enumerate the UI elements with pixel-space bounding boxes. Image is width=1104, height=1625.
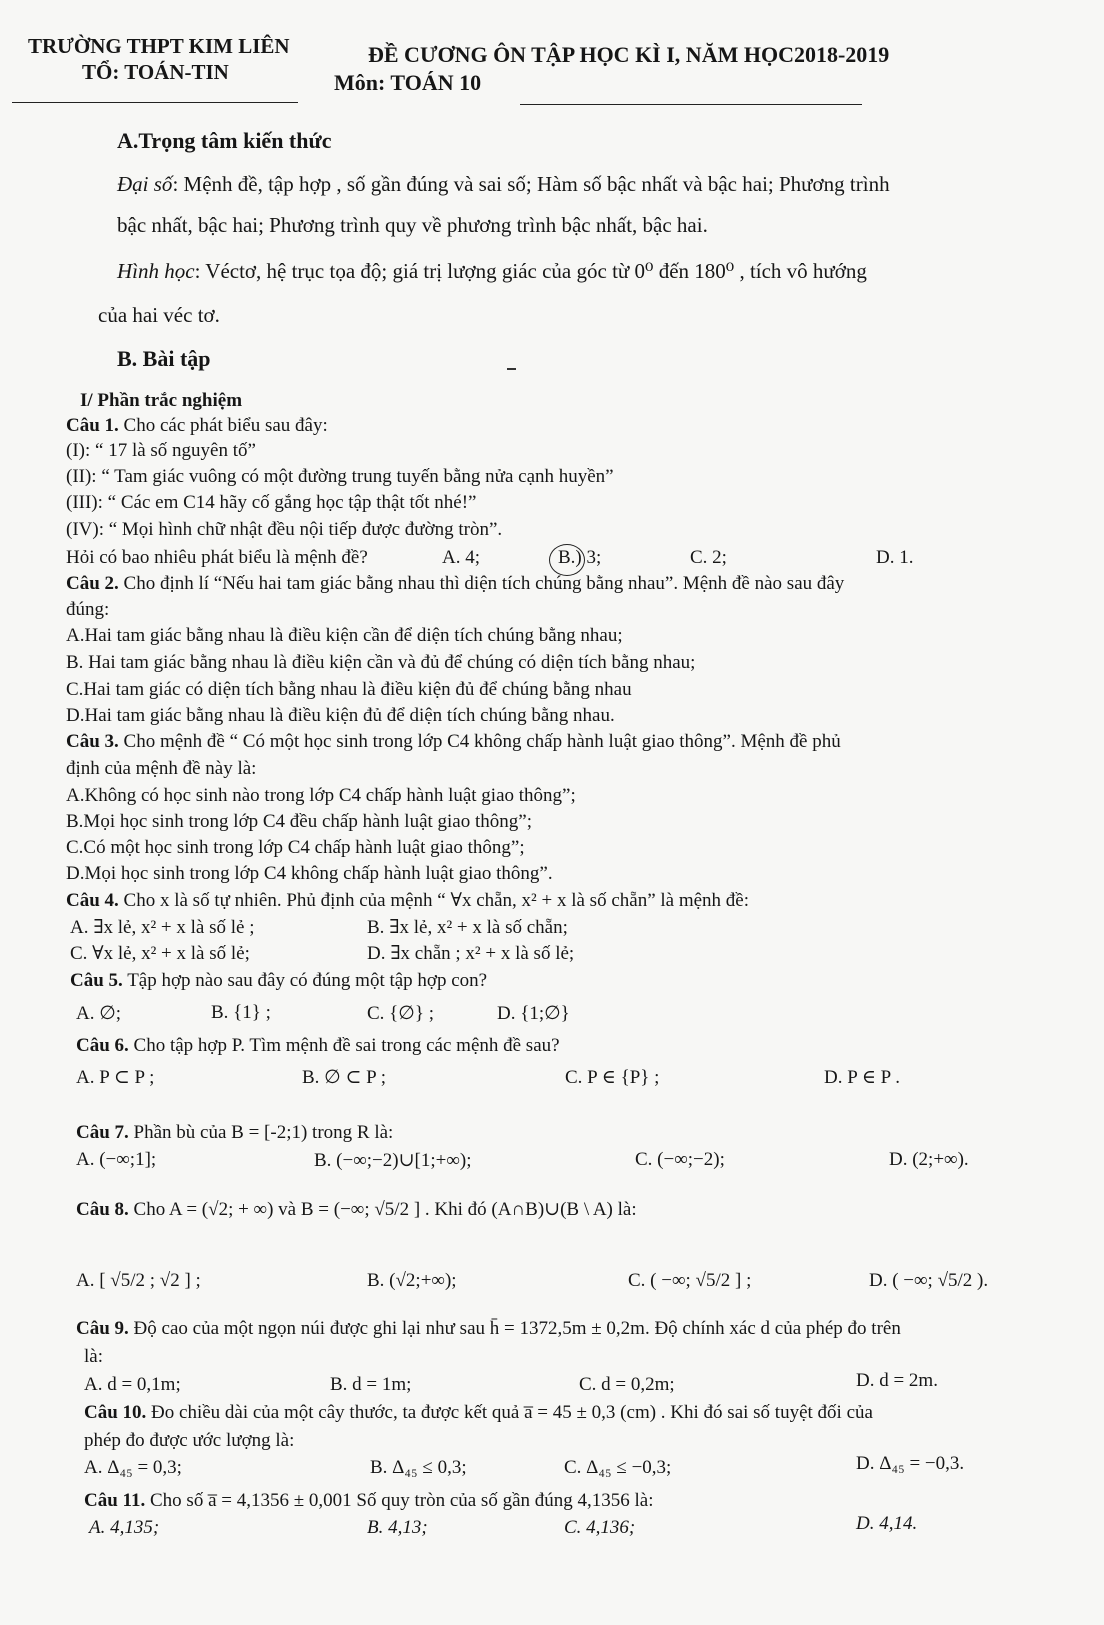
q5-option-b: B. {1} ;: [211, 1002, 271, 1023]
q4-option-a: A. ∃x lẻ, x² + x là số lẻ ;: [70, 917, 255, 938]
q2-stem: [66, 573, 844, 595]
q6-option-a: A. P ⊂ P ;: [76, 1067, 155, 1088]
algebra-line-2: bậc nhất, bậc hai; Phương trình quy về phương trình bậc nhất, bậc hai.: [117, 213, 708, 237]
q4-option-d: D. ∃x chẵn ; x² + x là số lẻ;: [367, 943, 575, 964]
q2-option-a: A.Hai tam giác bằng nhau là điều kiện cần để diện tích chúng bằng nhau;: [66, 625, 623, 646]
q7-option-c: C. (−∞;−2);: [635, 1149, 725, 1170]
q9-label: Câu 9.: [76, 1318, 129, 1339]
q11-option-c: C. 4,136;: [564, 1517, 636, 1538]
q1-text: Cho các phát biểu sau đây:: [118, 415, 328, 436]
q5-option-a: A. ∅;: [76, 1003, 122, 1024]
q9-option-b: B. d = 1m;: [330, 1374, 412, 1395]
q2-text-1: Cho định lí “Nếu hai tam giác bằng nhau thì diện tích chúng bằng nhau”. Mệnh đề nào sau đây: [118, 573, 845, 594]
q2-text-2: đúng:: [66, 599, 110, 620]
q11-stem: [84, 1490, 654, 1512]
q8-option-a: A. [ √5/2 ; √2 ] ;: [76, 1270, 201, 1291]
q1-statement-1: (I): “ 17 là số nguyên tố”: [66, 440, 256, 461]
q6-option-d: D. P ∈ P .: [824, 1067, 901, 1088]
q9-option-c: C. d = 0,2m;: [579, 1374, 675, 1395]
q1-option-a: A. 4;: [442, 547, 480, 568]
q9-text-2: là:: [84, 1346, 103, 1367]
q8-label: Câu 8.: [76, 1199, 129, 1220]
q8-stem: [76, 1198, 637, 1221]
q5-option-c: C. {∅} ;: [367, 1003, 434, 1024]
q10-option-c: C. Δ₄₅ ≤ −0,3;: [564, 1457, 672, 1478]
subject-label: Môn: TOÁN 10: [334, 70, 482, 95]
q8-option-c: C. ( −∞; √5/2 ] ;: [628, 1270, 752, 1291]
geometry-line-1: [117, 259, 867, 284]
q1-stem: [66, 415, 328, 437]
q1-label: Câu 1.: [66, 415, 119, 436]
q11-option-a: A. 4,135;: [89, 1517, 160, 1538]
q4-label: Câu 4.: [66, 890, 119, 911]
q4-text: Cho x là số tự nhiên. Phủ định của mệnh “ ∀x chẵn, x² + x là số chẵn” là mệnh đề:: [118, 890, 750, 911]
q7-label: Câu 7.: [76, 1122, 129, 1143]
q5-text: Tập hợp nào sau đây có đúng một tập hợp con?: [122, 970, 488, 991]
q11-option-b: B. 4,13;: [367, 1517, 428, 1538]
q3-label: Câu 3.: [66, 731, 119, 752]
q7-stem: [76, 1122, 393, 1144]
q5-option-d: D. {1;∅}: [497, 1003, 570, 1024]
q3-stem: [66, 731, 841, 753]
header-rule-left: [12, 102, 298, 103]
department-name: TỔ: TOÁN-TIN: [82, 60, 229, 84]
q3-option-b: B.Mọi học sinh trong lớp C4 đều chấp hành luật giao thông”;: [66, 811, 532, 832]
q11-text: Cho số a̅ = 4,1356 ± 0,001 Số quy tròn của số gần đúng 4,1356 là:: [145, 1490, 654, 1511]
q9-option-d: D. d = 2m.: [856, 1370, 938, 1391]
q11-label: Câu 11.: [84, 1490, 146, 1511]
q1-statement-3: (III): “ Các em C14 hãy cố gắng học tập thật tốt nhé!”: [66, 492, 477, 513]
q7-option-a: A. (−∞;1];: [76, 1149, 157, 1170]
q6-text: Cho tập hợp P. Tìm mệnh đề sai trong các mệnh đề sau?: [128, 1035, 560, 1056]
q4-option-b: B. ∃x lẻ, x² + x là số chẵn;: [367, 917, 568, 938]
q6-label: Câu 6.: [76, 1035, 129, 1056]
section-a-heading: A.Trọng tâm kiến thức: [117, 128, 332, 153]
q10-option-a: A. Δ₄₅ = 0,3;: [84, 1457, 182, 1478]
q1-option-c: C. 2;: [690, 547, 727, 568]
q6-option-b: B. ∅ ⊂ P ;: [302, 1067, 387, 1088]
algebra-text-1: : Mệnh đề, tập hợp , số gần đúng và sai số; Hàm số bậc nhất và bậc hai; Phương trình: [172, 172, 890, 196]
q1-statement-2: (II): “ Tam giác vuông có một đường trung tuyến bằng nửa cạnh huyền”: [66, 466, 614, 487]
q8-text: Cho A = (√2; + ∞) và B = (−∞; √5/2 ] . Khi đó (A∩B)∪(B \ A) là:: [128, 1199, 637, 1220]
q2-option-b: B. Hai tam giác bằng nhau là điều kiện cần và đủ để chúng có diện tích bằng nhau;: [66, 652, 696, 673]
q2-option-d: D.Hai tam giác bằng nhau là điều kiện đủ để diện tích chúng bằng nhau.: [66, 705, 615, 726]
q2-option-c: C.Hai tam giác có diện tích bằng nhau là điều kiện đủ để chúng bằng nhau: [66, 679, 632, 700]
q1-option-b: B.) 3;: [558, 547, 602, 568]
section-b-heading: B. Bài tập: [117, 346, 211, 371]
geometry-text-1: : Véctơ, hệ trục tọa độ; giá trị lượng giác của góc từ 0⁰ đến 180⁰ , tích vô hướng: [194, 259, 867, 283]
q10-stem: [84, 1402, 873, 1424]
q3-text-1: Cho mệnh đề “ Có một học sinh trong lớp C4 không chấp hành luật giao thông”. Mệnh đề phủ: [118, 731, 841, 752]
document-title: ĐỀ CƯƠNG ÔN TẬP HỌC KÌ I, NĂM HỌC2018-2019: [368, 42, 890, 67]
q10-text-1: Đo chiều dài của một cây thước, ta được kết quả a̅ = 45 ± 0,3 (cm) . Khi đó sai số tuyệt đối của: [146, 1402, 873, 1423]
part-1-heading: I/ Phần trắc nghiệm: [80, 390, 243, 411]
algebra-line-1: [117, 172, 890, 197]
q3-option-a: A.Không có học sinh nào trong lớp C4 chấp hành luật giao thông”;: [66, 785, 576, 806]
q6-option-c: C. P ∈ {P} ;: [565, 1067, 660, 1088]
q10-text-2: phép đo được ước lượng là:: [84, 1430, 295, 1451]
q7-option-b: B. (−∞;−2)∪[1;+∞);: [314, 1150, 472, 1171]
header-rule-right: [520, 104, 862, 105]
stray-mark: [507, 368, 516, 370]
q8-option-d: D. ( −∞; √5/2 ).: [869, 1270, 989, 1291]
geometry-line-2: của hai véc tơ.: [98, 303, 220, 327]
q10-option-d: D. Δ₄₅ = −0,3.: [856, 1453, 965, 1474]
q5-label: Câu 5.: [70, 970, 123, 991]
q9-option-a: A. d = 0,1m;: [84, 1374, 181, 1395]
q1-ask: Hỏi có bao nhiêu phát biểu là mệnh đề?: [66, 547, 368, 568]
geometry-label: Hình học: [117, 259, 195, 283]
q3-option-c: C.Có một học sinh trong lớp C4 chấp hành luật giao thông”;: [66, 837, 525, 858]
q9-text-1: Độ cao của một ngọn núi được ghi lại như sau h̄ = 1372,5m ± 0,2m. Độ chính xác d của phép đo trên: [128, 1318, 901, 1339]
q7-option-d: D. (2;+∞).: [889, 1149, 969, 1170]
q3-option-d: D.Mọi học sinh trong lớp C4 không chấp hành luật giao thông”.: [66, 863, 553, 884]
q3-text-2: định của mệnh đề này là:: [66, 758, 257, 779]
q5-stem: [70, 970, 487, 992]
q2-label: Câu 2.: [66, 573, 119, 594]
q4-stem: [66, 889, 749, 912]
q1-option-d: D. 1.: [876, 547, 914, 568]
q1-statement-4: (IV): “ Mọi hình chữ nhật đều nội tiếp được đường tròn”.: [66, 519, 503, 540]
algebra-label: Đại số: [117, 172, 173, 196]
school-name: TRƯỜNG THPT KIM LIÊN: [28, 34, 290, 58]
q10-label: Câu 10.: [84, 1402, 147, 1423]
q4-option-c: C. ∀x lẻ, x² + x là số lẻ;: [70, 943, 250, 964]
q7-text: Phần bù của B = [-2;1) trong R là:: [128, 1122, 394, 1143]
q10-option-b: B. Δ₄₅ ≤ 0,3;: [370, 1457, 467, 1478]
q8-option-b: B. (√2;+∞);: [367, 1270, 457, 1291]
q6-stem: [76, 1035, 560, 1057]
q11-option-d: D. 4,14.: [856, 1513, 918, 1534]
q9-stem: [76, 1318, 901, 1340]
